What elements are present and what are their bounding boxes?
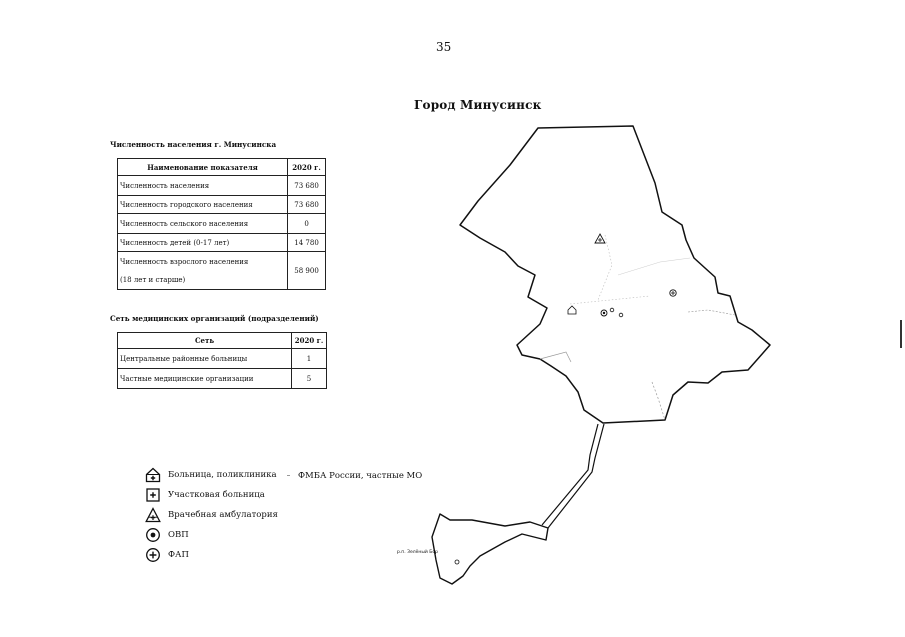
settlement-label: р.п. Зелёный Бор: [397, 550, 438, 555]
scan-edge-mark: [900, 320, 902, 348]
table-header-row: [118, 333, 327, 349]
row-value: 14 780: [288, 234, 326, 252]
row-label: Численность детей (0-17 лет): [118, 234, 288, 252]
legend-fap-label: ФАП: [168, 550, 189, 560]
district-line: [688, 310, 735, 315]
table-row: [118, 234, 326, 252]
page-number: 35: [436, 40, 452, 54]
column-header-name: Сеть: [118, 333, 292, 349]
row-value: 58 900: [288, 252, 326, 290]
population-section-title: Численность населения г. Минусинска: [110, 140, 277, 149]
corridor-boundary: [548, 424, 604, 528]
column-header-name: Наименование показателя: [118, 159, 288, 176]
city-boundary: [460, 126, 770, 423]
row-label-line: (18 лет и старше): [120, 275, 186, 284]
network-section-title: Сеть медицинских организаций (подразделений): [110, 314, 319, 323]
map-hospital-marker: [568, 306, 576, 314]
district-line: [652, 382, 665, 420]
table-row: [118, 349, 327, 369]
legend-ambulatory-label: Врачебная амбулатория: [168, 510, 278, 520]
table-row: [118, 252, 326, 290]
district-line: [540, 352, 571, 362]
district-hospital-square-icon: [145, 487, 161, 503]
row-value: 1: [292, 349, 327, 369]
row-label-line: Численность взрослого населения: [120, 257, 249, 266]
legend-district-hospital: [145, 487, 265, 503]
row-value: 73 680: [288, 196, 326, 214]
legend-ovp-label: ОВП: [168, 530, 189, 540]
fap-circle-plus-icon: [145, 547, 161, 563]
map-title: Город Минусинск: [414, 98, 542, 112]
map-private-clinic-marker: [619, 313, 623, 317]
row-label: Численность городского населения: [118, 196, 288, 214]
legend-ovp: [145, 527, 189, 543]
network-table: [117, 332, 327, 389]
exclave-boundary: [432, 514, 548, 584]
row-value: 5: [292, 369, 327, 389]
hospital-house-icon: [145, 467, 161, 483]
population-table: [117, 158, 326, 290]
row-label: Центральные районные больницы: [118, 349, 292, 369]
district-line: [570, 296, 650, 304]
city-map: [380, 120, 810, 600]
legend-ambulatory: [145, 507, 278, 523]
table-row: [118, 369, 327, 389]
settlement-point: [455, 560, 459, 564]
column-header-year: 2020 г.: [292, 333, 327, 349]
row-label: Численность сельского населения: [118, 214, 288, 234]
legend-hospital: [145, 467, 277, 483]
row-value: 0: [288, 214, 326, 234]
row-label: Частные медицинские организации: [118, 369, 292, 389]
district-line: [618, 258, 690, 275]
table-row: [118, 214, 326, 234]
ambulatory-triangle-icon: [145, 507, 161, 523]
map-ambulatory-marker: [595, 234, 605, 243]
row-label: [118, 252, 288, 290]
legend-fap: [145, 547, 189, 563]
table-header-row: [118, 159, 326, 176]
ovp-circle-icon: [145, 527, 161, 543]
fmba-marker: [287, 475, 290, 476]
column-header-year: 2020 г.: [288, 159, 326, 176]
map-ovp-marker: [601, 310, 607, 316]
row-value: 73 680: [288, 176, 326, 196]
table-row: [118, 196, 326, 214]
map-fap-marker: [670, 290, 676, 296]
map-private-clinic-marker: [610, 308, 614, 312]
row-label: Численность населения: [118, 176, 288, 196]
district-line: [598, 235, 612, 300]
legend-fmba-label: ФМБА России, частные МО: [298, 471, 423, 481]
table-row: [118, 176, 326, 196]
legend-district-hospital-label: Участковая больница: [168, 490, 265, 500]
legend-hospital-label: Больница, поликлиника: [168, 470, 277, 480]
